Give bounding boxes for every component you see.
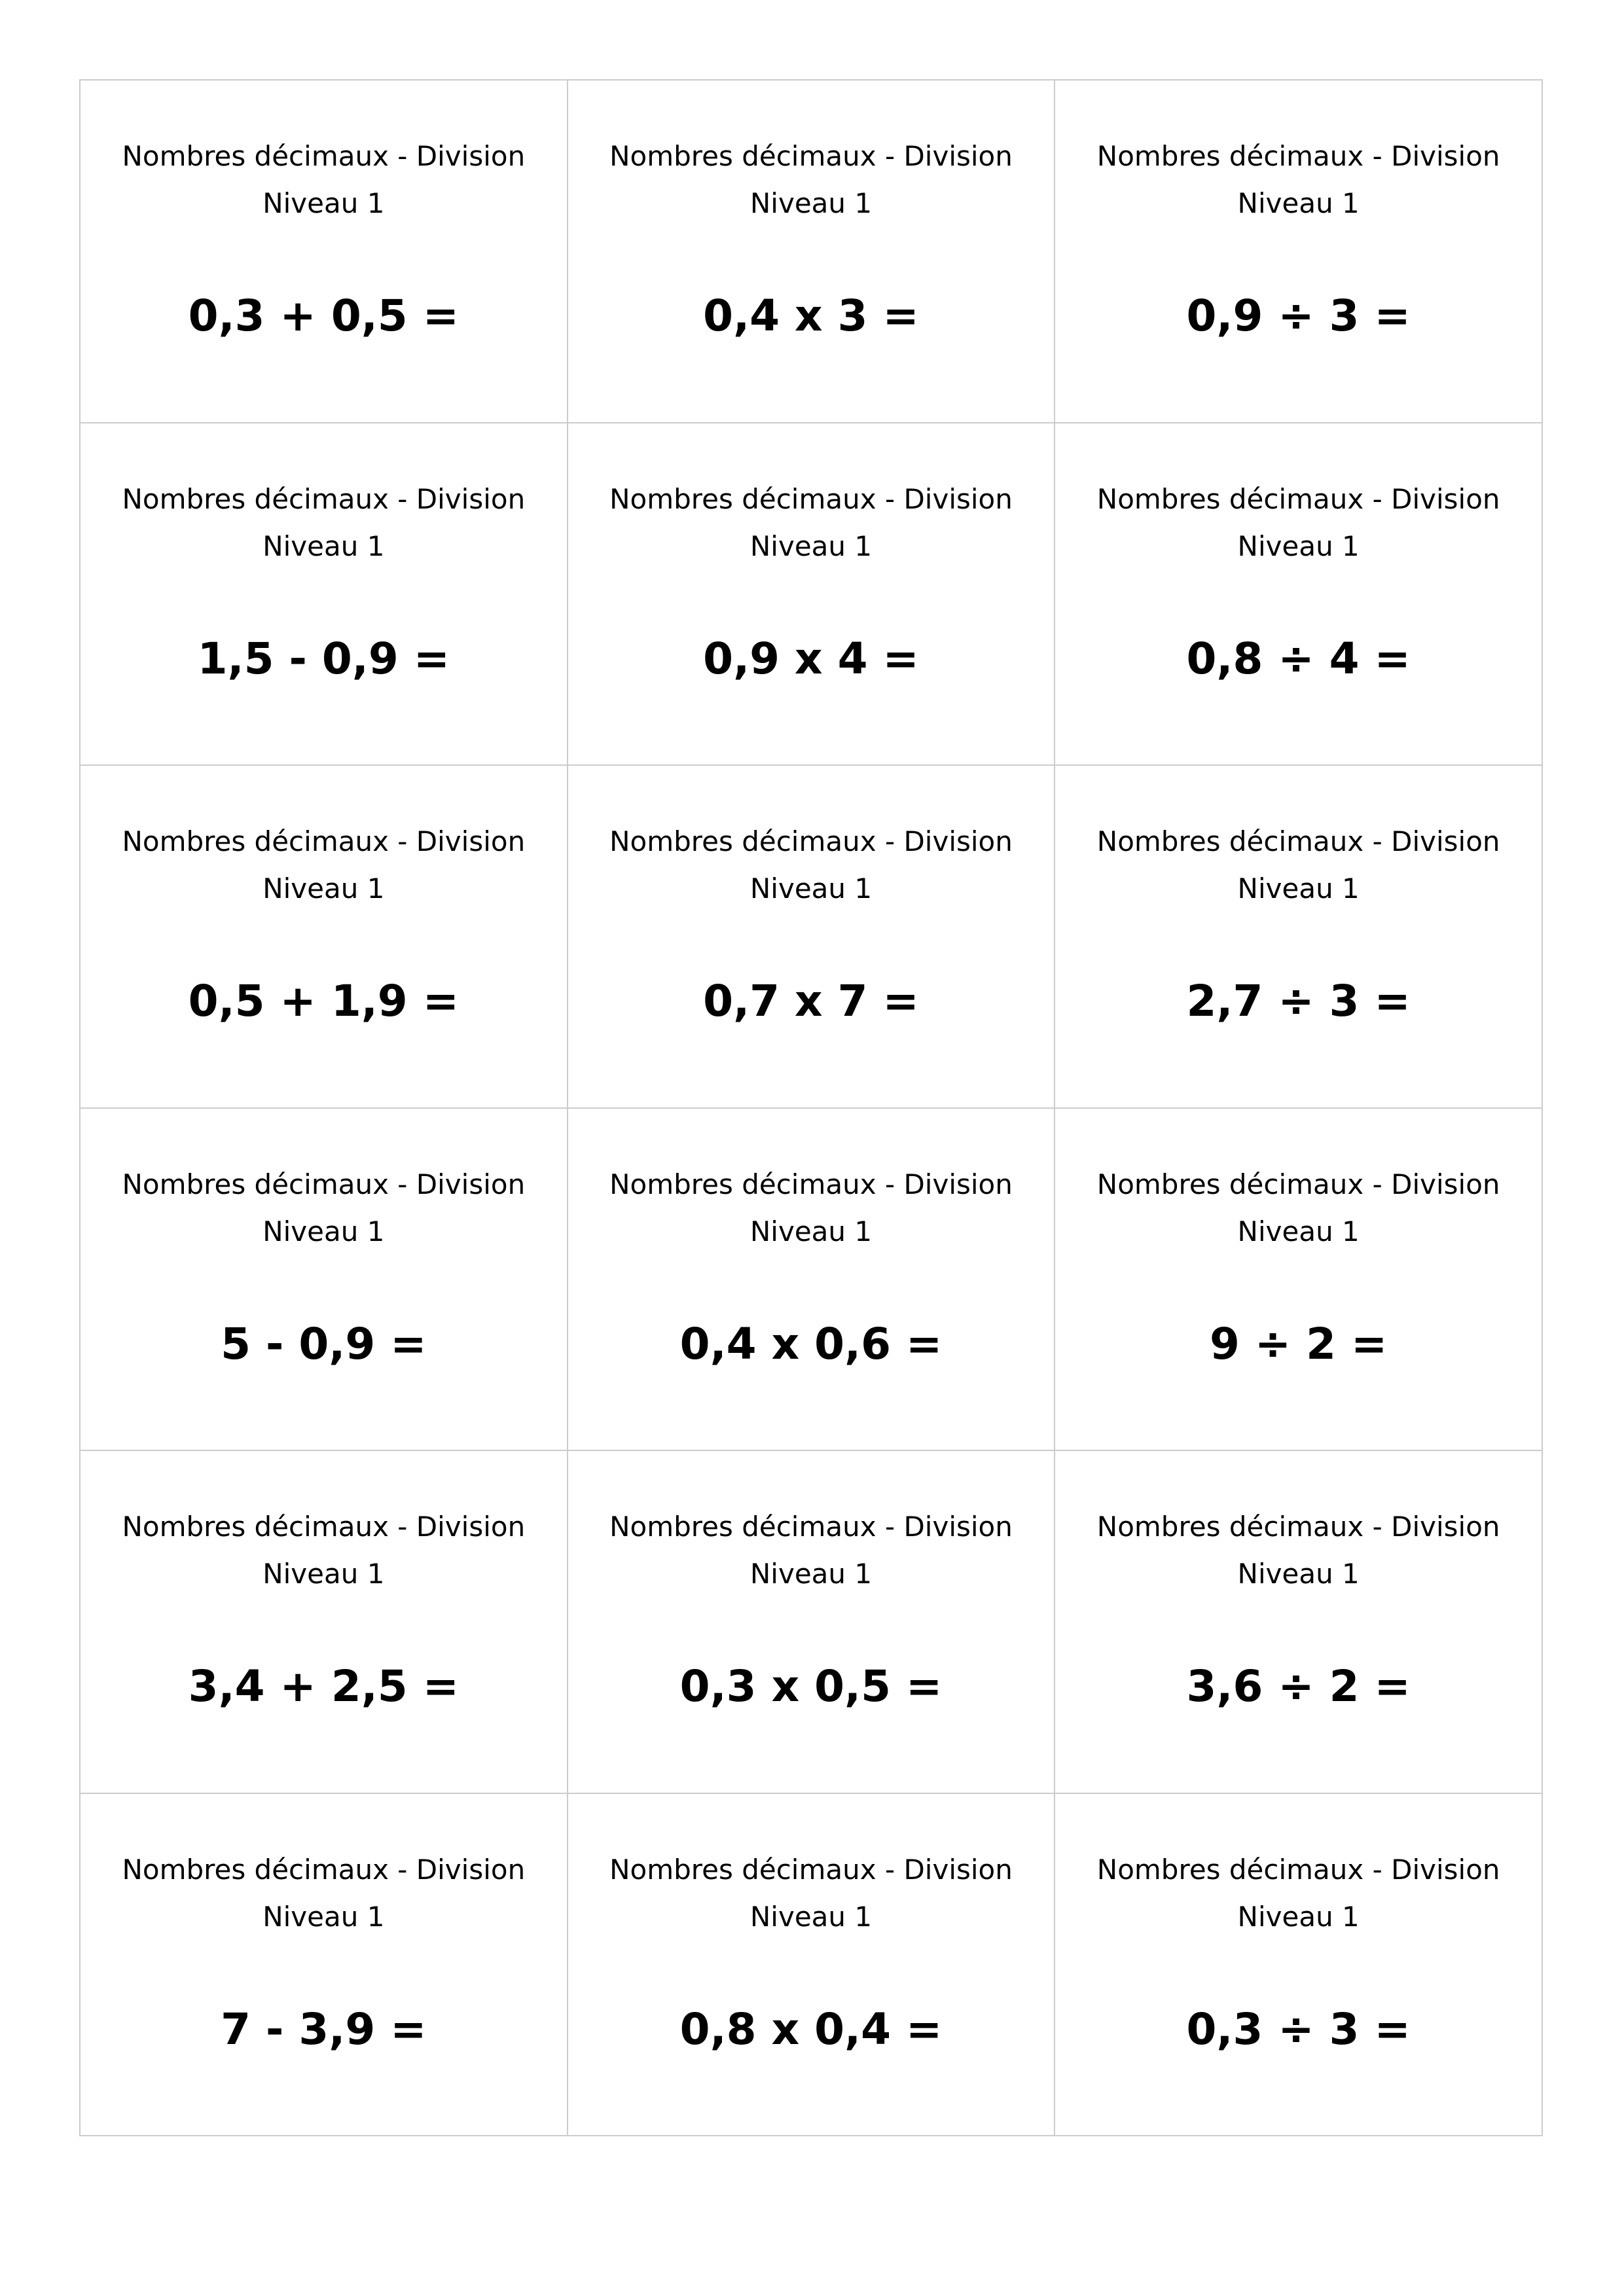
card-level: Niveau 1 <box>262 872 385 905</box>
card-title: Nombres décimaux - Division <box>609 1853 1013 1886</box>
card-title: Nombres décimaux - Division <box>122 1168 526 1200</box>
card-title: Nombres décimaux - Division <box>609 482 1013 515</box>
card-problem: 0,3 + 0,5 = <box>188 291 460 341</box>
card-problem: 0,7 x 7 = <box>703 976 919 1026</box>
exercise-card <box>1055 1794 1543 2137</box>
card-header <box>568 1503 1055 1598</box>
card-level: Niveau 1 <box>1237 1558 1360 1590</box>
card-problem: 9 ÷ 2 = <box>1209 1318 1388 1369</box>
exercise-card <box>568 1451 1056 1794</box>
card-title: Nombres décimaux - Division <box>1096 1511 1500 1543</box>
card-header <box>81 133 567 227</box>
card-problem: 0,8 ÷ 4 = <box>1186 633 1411 684</box>
card-title: Nombres décimaux - Division <box>122 140 526 172</box>
card-problem: 7 - 3,9 = <box>221 2003 427 2054</box>
card-title: Nombres décimaux - Division <box>609 1511 1013 1543</box>
card-problem: 0,8 x 0,4 = <box>679 2003 943 2054</box>
exercise-card <box>1055 1451 1543 1794</box>
card-header <box>81 1846 567 1941</box>
card-level: Niveau 1 <box>1237 1215 1360 1247</box>
card-level: Niveau 1 <box>262 1900 385 1933</box>
card-problem: 0,3 ÷ 3 = <box>1186 2003 1411 2054</box>
card-problem: 3,6 ÷ 2 = <box>1186 1661 1411 1712</box>
card-header <box>1055 1161 1542 1255</box>
card-level: Niveau 1 <box>1237 872 1360 905</box>
card-title: Nombres décimaux - Division <box>1096 1853 1500 1886</box>
card-problem: 0,4 x 0,6 = <box>679 1318 943 1369</box>
card-level: Niveau 1 <box>1237 187 1360 219</box>
card-title: Nombres décimaux - Division <box>609 140 1013 172</box>
card-problem: 0,4 x 3 = <box>703 291 919 341</box>
card-title: Nombres décimaux - Division <box>122 825 526 857</box>
exercise-card <box>81 1451 568 1794</box>
card-header <box>81 1161 567 1255</box>
exercise-card <box>1055 766 1543 1109</box>
card-level: Niveau 1 <box>749 872 873 905</box>
exercise-card <box>1055 423 1543 766</box>
card-level: Niveau 1 <box>262 1558 385 1590</box>
exercise-card <box>568 1794 1056 2137</box>
exercise-card <box>568 1109 1056 1452</box>
card-level: Niveau 1 <box>749 1558 873 1590</box>
card-title: Nombres décimaux - Division <box>609 825 1013 857</box>
card-title: Nombres décimaux - Division <box>1096 482 1500 515</box>
card-problem: 0,3 x 0,5 = <box>679 1661 943 1712</box>
card-title: Nombres décimaux - Division <box>1096 825 1500 857</box>
exercise-card <box>81 1109 568 1452</box>
card-header <box>81 476 567 570</box>
card-header <box>568 1846 1055 1941</box>
exercise-card <box>81 423 568 766</box>
card-problem: 0,9 x 4 = <box>703 633 919 684</box>
card-level: Niveau 1 <box>1237 1900 1360 1933</box>
exercise-card <box>568 766 1056 1109</box>
card-title: Nombres décimaux - Division <box>122 1511 526 1543</box>
card-problem: 5 - 0,9 = <box>221 1318 427 1369</box>
card-level: Niveau 1 <box>262 529 385 562</box>
card-header <box>1055 476 1542 570</box>
card-header <box>568 476 1055 570</box>
card-title: Nombres décimaux - Division <box>609 1168 1013 1200</box>
exercise-card <box>1055 1109 1543 1452</box>
card-header <box>1055 818 1542 912</box>
card-level: Niveau 1 <box>262 1215 385 1247</box>
card-header <box>1055 133 1542 227</box>
exercise-card <box>1055 81 1543 423</box>
card-header <box>1055 1503 1542 1598</box>
card-level: Niveau 1 <box>749 1900 873 1933</box>
card-header <box>568 133 1055 227</box>
card-title: Nombres décimaux - Division <box>1096 1168 1500 1200</box>
card-header <box>81 818 567 912</box>
card-problem: 3,4 + 2,5 = <box>188 1661 460 1712</box>
card-header <box>568 1161 1055 1255</box>
card-level: Niveau 1 <box>262 187 385 219</box>
exercise-card <box>81 766 568 1109</box>
card-problem: 1,5 - 0,9 = <box>197 633 450 684</box>
card-header <box>1055 1846 1542 1941</box>
card-grid <box>79 79 1543 2136</box>
card-problem: 0,9 ÷ 3 = <box>1186 291 1411 341</box>
exercise-card <box>81 81 568 423</box>
card-header <box>81 1503 567 1598</box>
card-header <box>568 818 1055 912</box>
card-title: Nombres décimaux - Division <box>122 1853 526 1886</box>
card-level: Niveau 1 <box>749 187 873 219</box>
card-problem: 0,5 + 1,9 = <box>188 976 460 1026</box>
card-problem: 2,7 ÷ 3 = <box>1186 976 1411 1026</box>
exercise-card <box>81 1794 568 2137</box>
card-title: Nombres décimaux - Division <box>122 482 526 515</box>
card-level: Niveau 1 <box>749 529 873 562</box>
exercise-card <box>568 81 1056 423</box>
card-level: Niveau 1 <box>1237 529 1360 562</box>
card-level: Niveau 1 <box>749 1215 873 1247</box>
exercise-card <box>568 423 1056 766</box>
card-title: Nombres décimaux - Division <box>1096 140 1500 172</box>
